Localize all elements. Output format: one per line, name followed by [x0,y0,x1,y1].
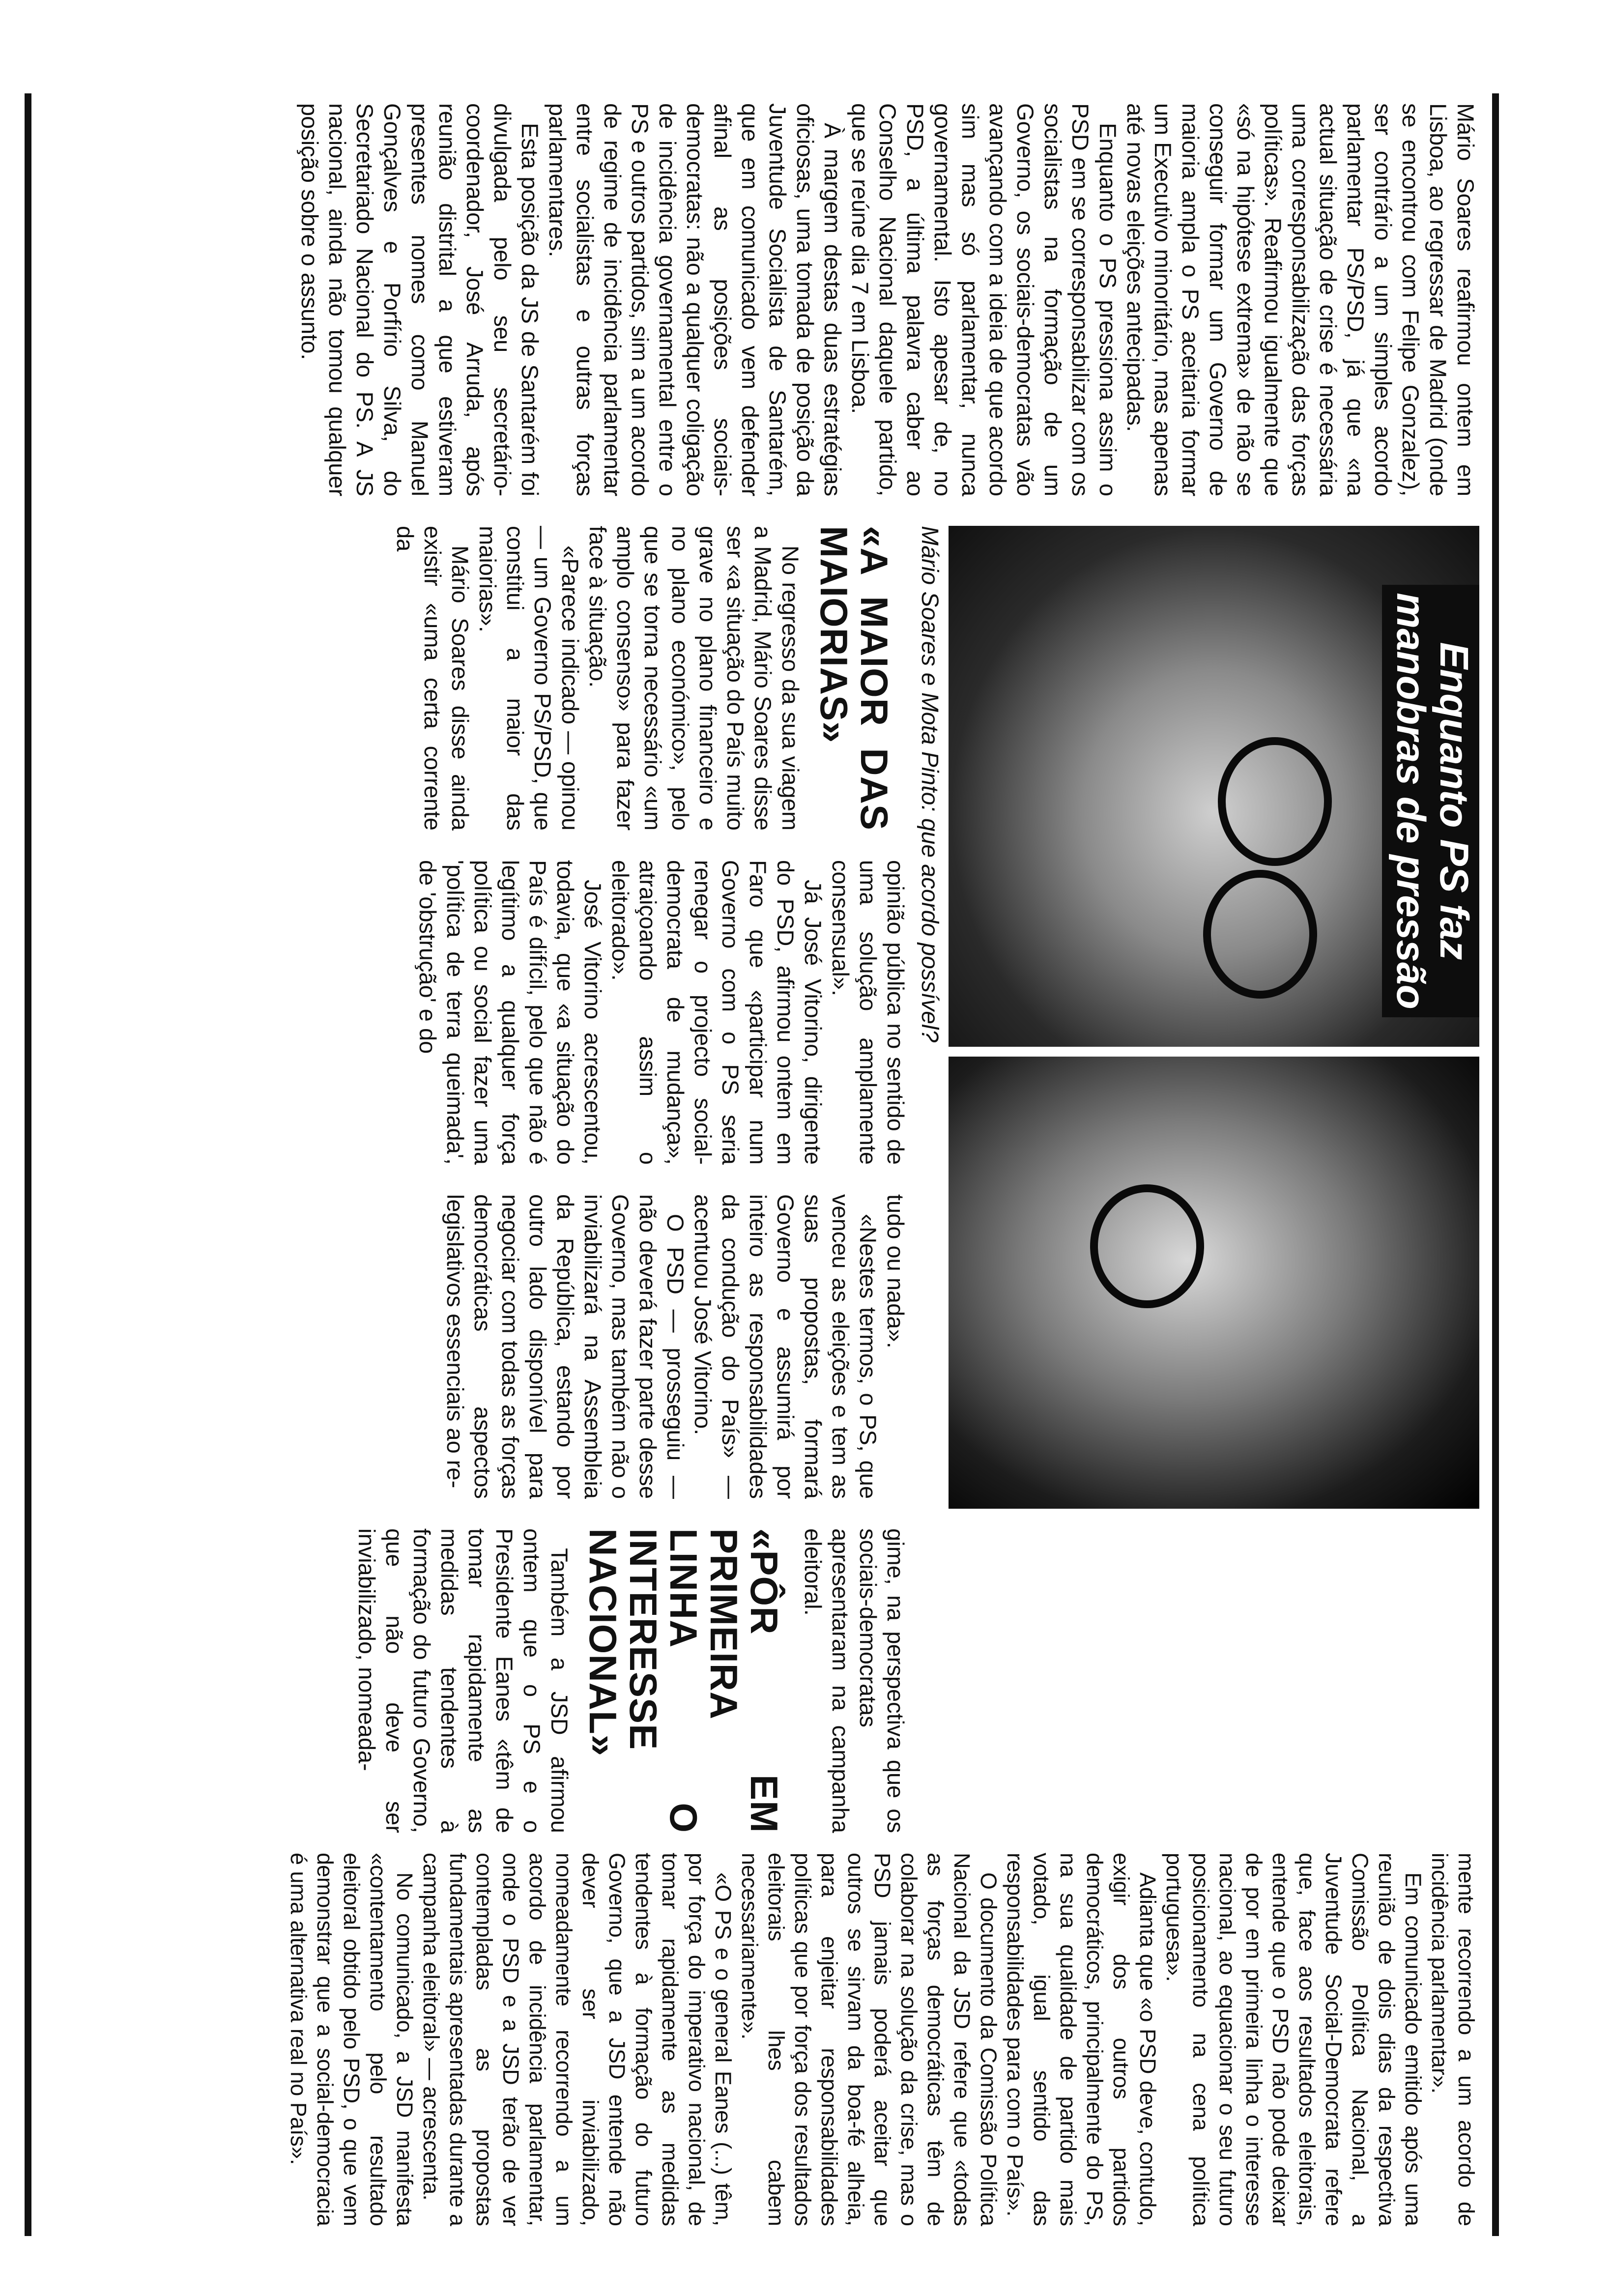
paragraph: gime, na perspectiva que os sociais-democratas apresentaram na campanha eleitoral. [800,1528,909,1833]
paragraph: No regresso da sua viagem a Madrid, Mário Soares disse ser «a situação do País muito grave no plano financeiro e no plano económico», pelo que se torna necessário «um amplo consenso» para fazer face à situação. [585,526,804,831]
paragraph: O PSD — prosseguiu — não deverá fazer parte desse Governo, mas também não o inviabilizará na Assembleia da República, estando por outro lado disponível para negociar com todas as forças democráticas aspectos legislativos essenciais ao re- [442,1194,689,1499]
glasses-right-lens [1203,870,1317,999]
paragraph: Também a JSD afirmou ontem que o PS e o Presidente Eanes «têm de tomar rapidamente as medidas tendentes à formação do futuro Governo, que não deve ser inviabilizado, nomeada- [354,1528,573,1833]
column-1 [296,103,1479,496]
column-4 [441,1194,909,1499]
paragraph: opinião pública no sentido de uma solução amplamente consensual». [828,860,909,1165]
subhead-por-em-primeira-linha: «PÔR EM PRIMEIRA LINHA O INTERESSE NACIONAL» [581,1528,786,1833]
paragraph: O documento da Comissão Política Nacional da JSD refere que «todas as forças democráticas têm de colaborar na solução da crise, mas o PSD jamais poderá aceitar que outros se sirvam da boa-fé alheia, para enjeitar responsabilidades políticas que por força dos resultados eleitorais lhes cabem necessariamente». [737,1853,1001,2226]
column-5 [353,1528,909,1833]
column-2 [391,526,909,831]
photo-separator [949,1047,1479,1057]
bottom-rule [25,93,31,2236]
subhead-maior-das-maiorias: «A MAIOR DAS MAIORIAS» [812,526,896,831]
paragraph: José Vitorino acrescentou, todavia, que «a situação do País é difícil, pelo que não é legítimo a qualquer força política ou social fazer uma 'política de terra queimada', de 'obstrução' e do [415,860,606,1165]
paragraph: Adianta que «o PSD deve, contudo, exigir dos outros partidos democráticos, principalmente do PS, na sua qualidade de partido mais votado, igual sentido das responsabilidades para com o País». [1003,1853,1160,2226]
paragraph: «O PS e o general Eanes (...) têm, por força do imperativo nacional, de tomar rapidamente as medidas tendentes à formação do futuro Governo, que a JSD entende não dever ser inviabilizado, nomeadamente recorrendo a um acordo de incidência parlamentar, onde o PSD e a JSD terão de ver contempladas as propostas fundamentais apresentadas durante a campanha eleitoral» — acrescenta. [419,1853,736,2226]
photo-caption: Mário Soares e Mota Pinto: que acordo possível? [917,526,943,1043]
paragraph: «Parece indicado — opinou — um Governo PS/PSD, que constitui a maior das maiorias». [475,526,583,831]
paragraph: Já José Vitorino, dirigente do PSD, afirmou ontem em Faro que «participar num Governo com o PS seria renegar o projecto social-democrata de mudança», atraiçoando assim o eleitorado». [607,860,826,1165]
headline: Enquanto PS faz manobras de pressão [1382,585,1479,1017]
paragraph: Em comunicado emitido após uma reunião de dois dias da respectiva Comissão Política Nacional, a Juventude Social-Democrata refere que, face aos resultados eleitorais, entende que o PSD não pode deixar de por em primeira linha o interesse nacional, ao equacionar o seu futuro posicionamento na cena política portuguesa». [1162,1853,1426,2226]
paragraph: Esta posição da JS de Santarém foi divulgada pelo seu secretário-coordenador, José Arruda, após reunião distrital a que estiveram presentes nomes como Manuel Gonçalves e Porfírio Silva, do Secretariado Nacional do PS. A JS nacional, ainda não tomou qualquer posição sobre o assunto. [297,103,543,496]
paragraph: À margem destas duas estratégias oficiosas, uma tomada de posição da Juventude Socialista de Santarém, que em comunicado vem defender afinal as posições sociais-democratas: não a qualquer coligação de incidência governamental entre o PS e outros partidos, sim a um acordo de regime de incidência parlamentar entre socialistas e outras forças parlamentares. [545,103,846,496]
paragraph: Mário Soares reafirmou ontem em Lisboa, ao regressar de Madrid (onde se encontrou com Felipe Gonzalez), ser contrário a um simples acordo parlamentar PS/PSD, já que «na actual situação de crise é necessária uma corresponsabilização das forças políticas». Reafirmou igualmente que «só na hipótese extrema» de não se conseguir formar um Governo de maioria ampla o PS aceitaria formar um Executivo minoritário, mas apenas até novas eleições antecipadas. [1123,103,1479,496]
top-rule [1492,93,1499,2236]
paragraph: tudo ou nada». [883,1194,909,1349]
paragraph: mente recorrendo a um acordo de incidência parlamentar». [1427,1853,1479,2226]
column-3 [414,860,909,1165]
glasses-left-lens [1218,737,1332,866]
column-6 [285,1853,1479,2226]
paragraph: Mário Soares disse ainda existir «uma certa corrente da [392,526,473,831]
newspaper-article [25,93,1499,2236]
glasses-lens [1090,1184,1204,1308]
paragraph: «Nestes termos, o PS, que venceu as eleições e tem as suas propostas, formará Governo e assumirá por inteiro as responsabilidades da condução do País» — acentuou José Vitorino. [690,1194,881,1499]
photo-mario-soares [949,1057,1479,1509]
paragraph: Enquanto o PS pressiona assim o PSD em se corresponsabilizar com os socialistas na formação de um Governo, os sociais-democratas vão avançando com a ideia de que acordo sim mas só parlamentar, nunca governamental. Isto apesar de, no PSD, a última palavra caber ao Conselho Nacional daquele partido, que se reúne dia 7 em Lisboa. [847,103,1121,496]
paragraph: No comunicado, a JSD manifesta «contentamento pelo resultado eleitoral obtido pelo PSD, o que vem demonstrar que a social-democracia é uma alternativa real no País». [286,1853,417,2226]
